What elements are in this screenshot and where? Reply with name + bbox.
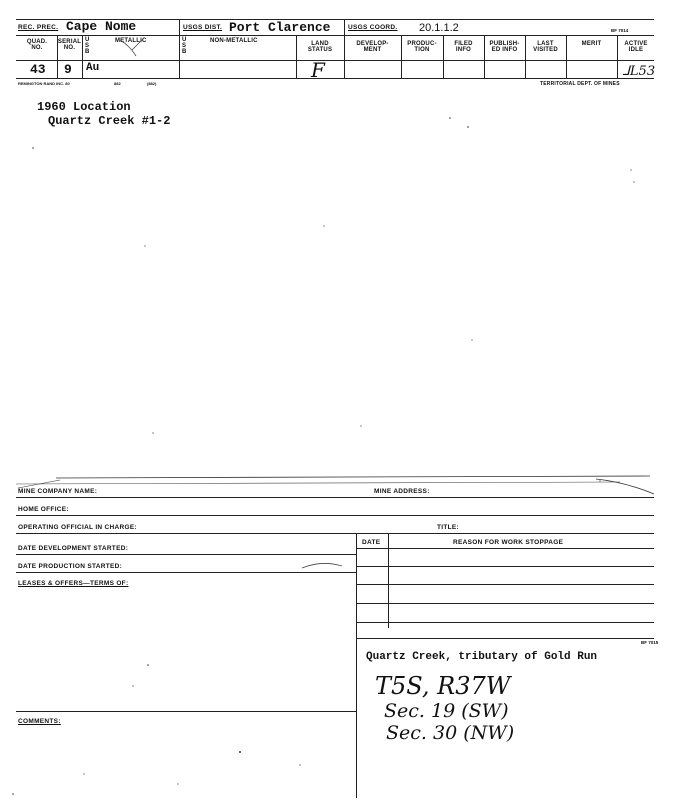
handwritten-section-2: Sec. 30 (NW) (386, 722, 515, 744)
comments-label: COMMENTS: (18, 718, 61, 725)
lower-rule (16, 711, 356, 712)
table-rule (356, 566, 654, 567)
mine-company-label: MINE COMPANY NAME: (18, 488, 98, 495)
date-label: DATE (362, 539, 381, 546)
lower-rule (16, 497, 654, 498)
handwritten-township: T5S, R37W (375, 672, 511, 700)
body-line-2: Quartz Creek #1-2 (48, 114, 171, 128)
mine-address-label: MINE ADDRESS: (374, 488, 430, 495)
quad-value: 43 (30, 62, 46, 77)
merit-label: MERIT (581, 41, 602, 47)
usgs-coord-value: 20.1.1.2 (419, 22, 459, 34)
printer-code: 882 (114, 81, 121, 86)
table-rule (356, 584, 654, 585)
lower-rule (16, 554, 356, 555)
lower-rule (16, 515, 654, 516)
body-line-1: 1960 Location (37, 100, 131, 114)
land-status-label: LAND STATUS (307, 41, 333, 53)
operating-official-label: OPERATING OFFICIAL IN CHARGE: (18, 524, 137, 531)
quad-label: QUAD. NO. (26, 39, 48, 51)
land-status-value: F (311, 58, 325, 82)
usb-metallic-marker: U S B (85, 37, 90, 55)
form-number-2: BF 7015 (641, 640, 659, 645)
table-rule (356, 622, 654, 623)
serial-value: 9 (64, 62, 72, 77)
metallic-value: Au (86, 62, 100, 74)
rec-prec-label: REC. PREC. (18, 24, 59, 31)
filed-info-label: FILED INFO (454, 41, 473, 53)
production-label: PRODUC- TION (407, 41, 437, 53)
dept-imprint: TERRITORIAL DEPT. OF MINES (540, 81, 620, 87)
date-development-label: DATE DEVELOPMENT STARTED: (18, 545, 129, 552)
development-label: DEVELOP- MENT (356, 41, 389, 53)
table-rule (356, 638, 654, 639)
title-label: TITLE: (437, 524, 460, 531)
location-typed: Quartz Creek, tributary of Gold Run (366, 651, 598, 663)
usgs-dist-label: USGS DIST. (183, 24, 223, 31)
wavy-rule (0, 470, 678, 500)
lower-rule (16, 572, 356, 573)
printer-imprint: REMINGTON RAND INC. 80 (18, 81, 70, 86)
pencil-mark (300, 556, 356, 572)
table-rule (356, 548, 654, 549)
home-office-label: HOME OFFICE: (18, 506, 69, 513)
date-production-label: DATE PRODUCTION STARTED: (18, 563, 123, 570)
handwritten-section-1: Sec. 19 (SW) (384, 700, 509, 722)
lower-rule (16, 533, 654, 534)
usgs-dist-value: Port Clarence (229, 20, 331, 35)
metallic-label: METALLIC (115, 38, 147, 44)
printer-code: (882) (147, 81, 157, 86)
active-idle-label: ACTIVE IDLE (624, 41, 648, 53)
usgs-coord-label: USGS COORD. (348, 24, 398, 31)
form-number: BF 7014 (611, 28, 629, 33)
usb-nonmetallic-marker: U S B (182, 37, 187, 55)
nonmetallic-label: NON-METALLIC (210, 38, 258, 44)
published-info-label: PUBLISH- ED INFO (489, 41, 520, 53)
table-rule (356, 603, 654, 604)
table-divider (356, 533, 357, 798)
reason-label: REASON FOR WORK STOPPAGE (453, 539, 564, 546)
serial-label: SERIAL NO. (57, 39, 82, 51)
rec-prec-value: Cape Nome (66, 19, 137, 34)
last-code-value: ᒧL53 (622, 64, 656, 79)
last-visited-label: LAST VISITED (533, 41, 558, 53)
leases-label: LEASES & OFFERS—TERMS OF: (18, 580, 129, 587)
